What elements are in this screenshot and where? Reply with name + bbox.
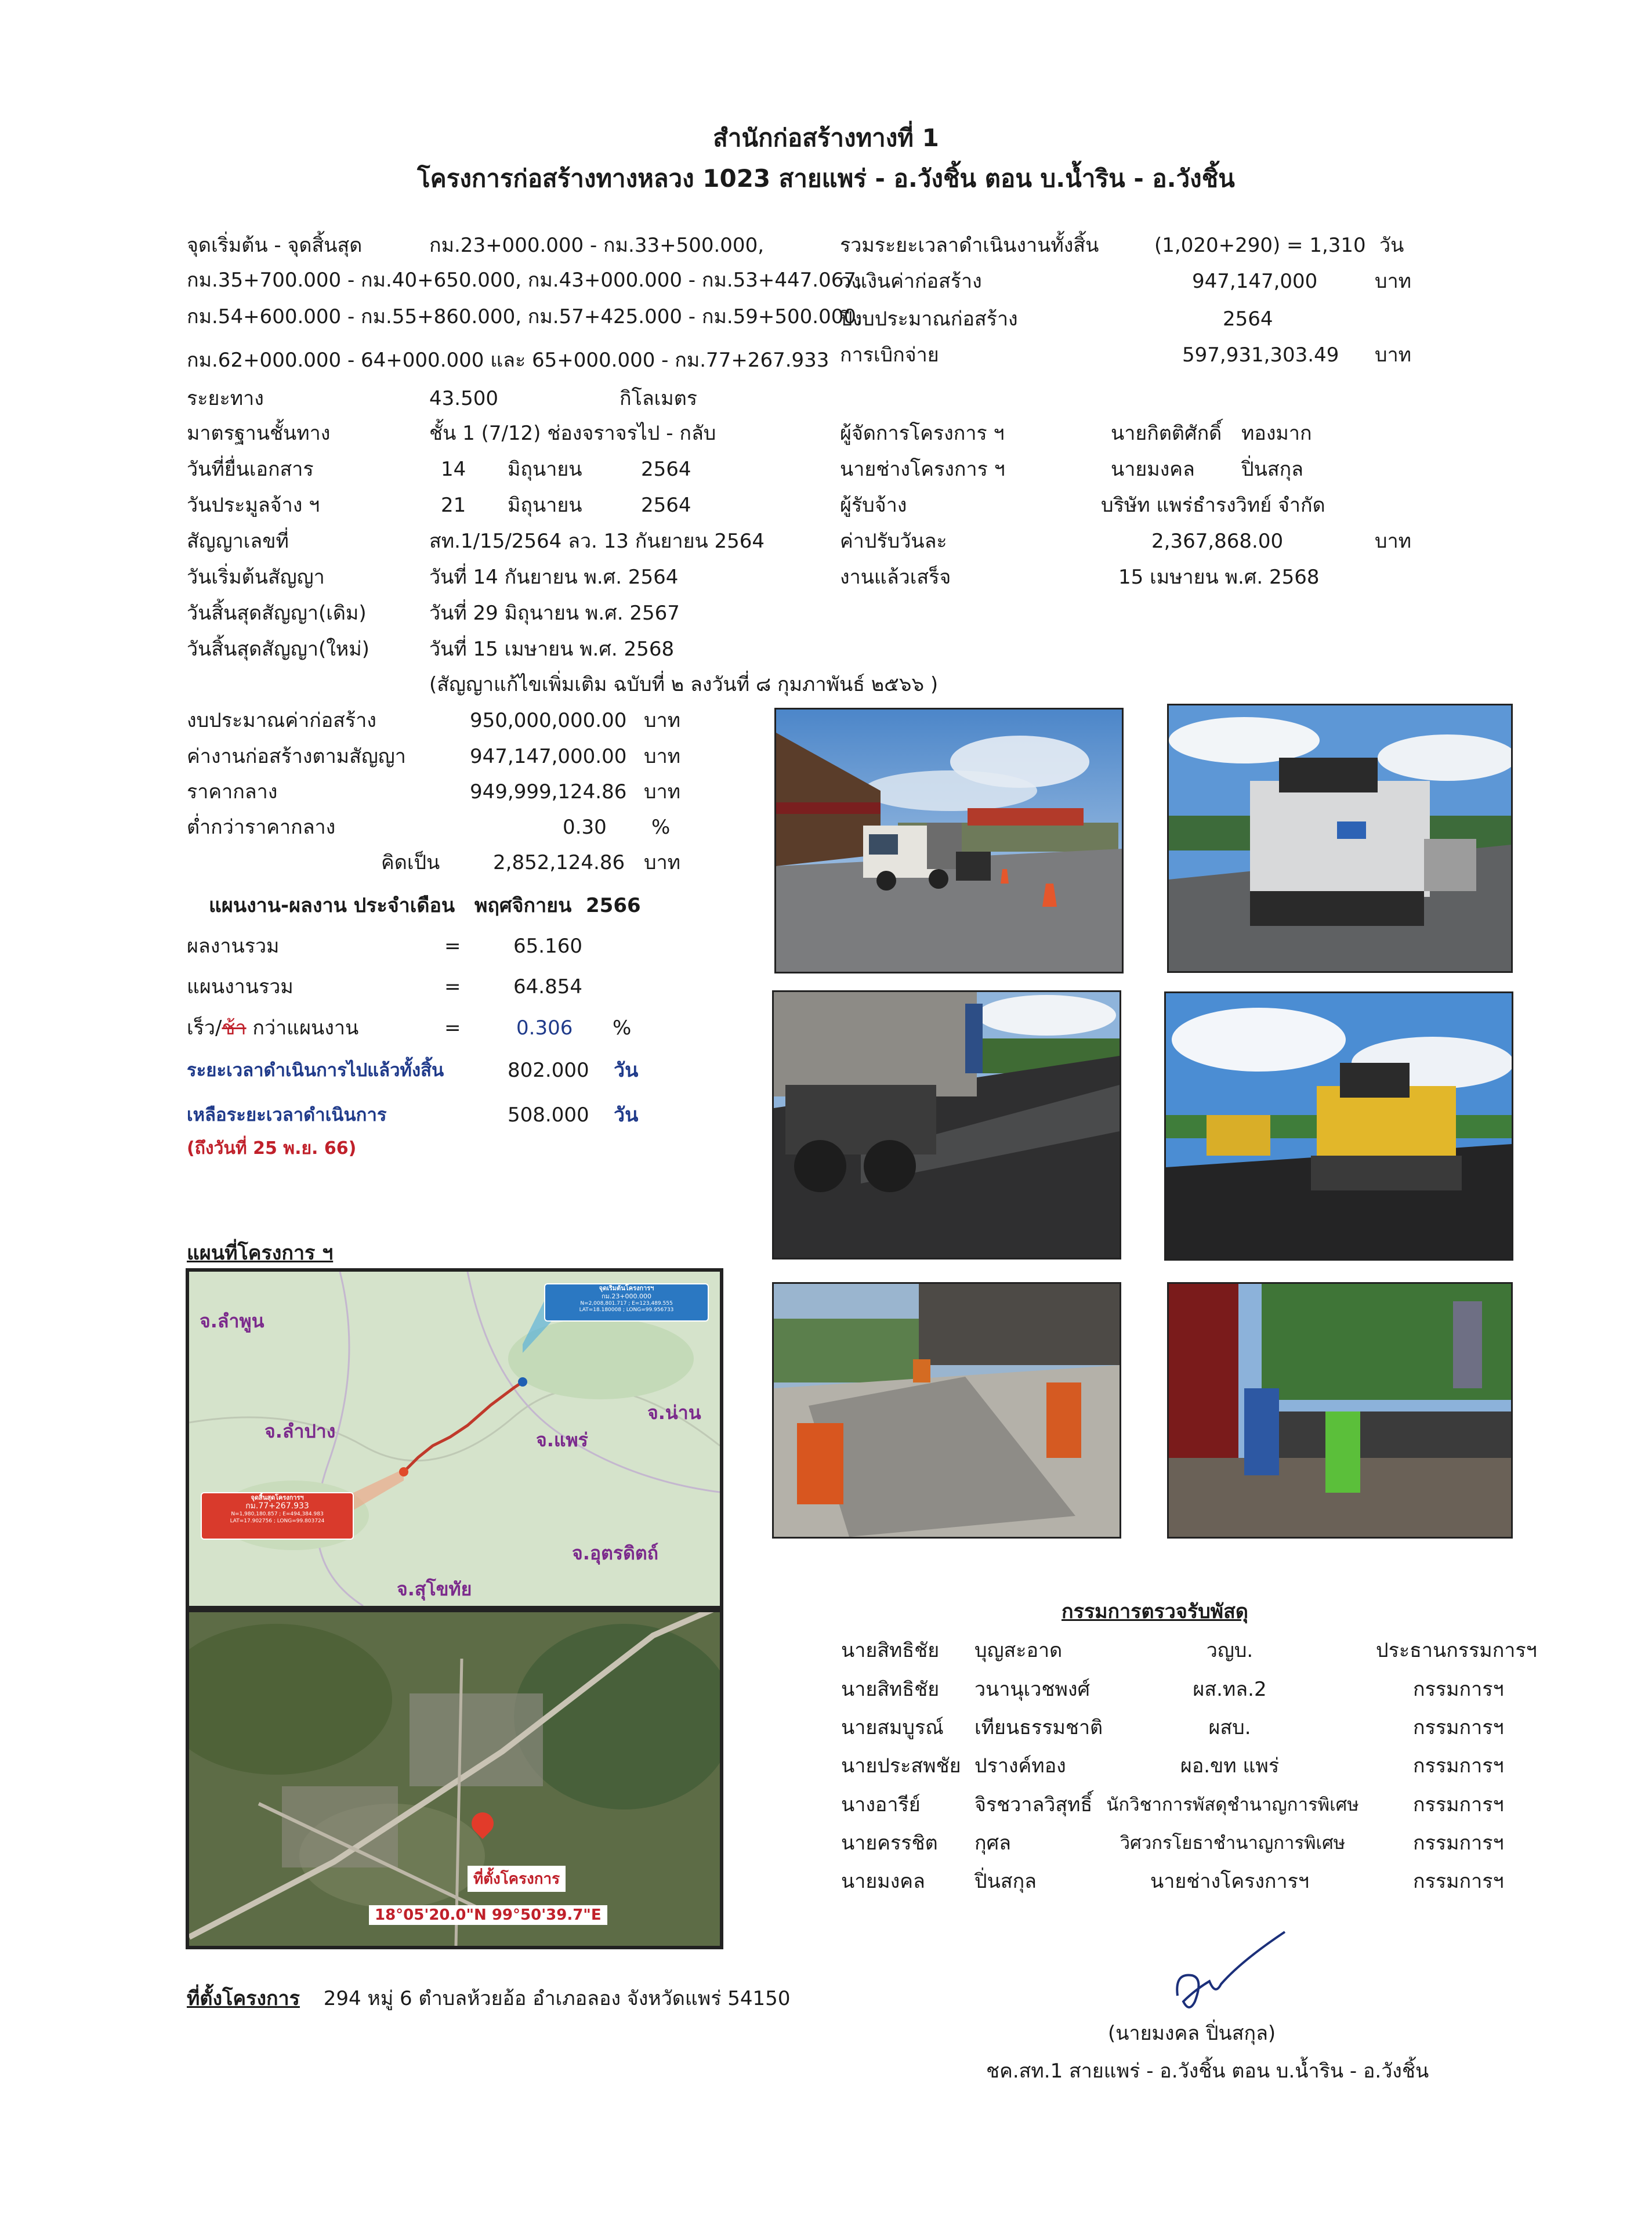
member-surname: ปรางค์ทอง [974, 1754, 1066, 1778]
budget-unit: บาท [1375, 270, 1412, 293]
remain-label: เหลือระยะเวลาดำเนินการ [187, 1105, 387, 1125]
done-label: งานแล้วเสร็จ [840, 566, 951, 589]
end-old-value: วันที่ 29 มิถุนายน พ.ศ. 2567 [429, 602, 680, 625]
contractor-value: บริษัท แพร่ธำรงวิทย์ จำกัด [1101, 494, 1325, 517]
submit-label: วันที่ยื่นเอกสาร [187, 458, 314, 481]
end-new-label: วันสิ้นสุดสัญญา(ใหม่) [187, 638, 369, 661]
contractor-label: ผู้รับจ้าง [840, 494, 907, 517]
disburse-value: 597,931,303.49 [1182, 343, 1339, 367]
cost-label: ราคากลาง [187, 780, 278, 804]
bid-label: วันประมูลจ้าง ฯ [187, 494, 320, 517]
vs-plan-label: กว่าแผนงาน [246, 1016, 359, 1040]
member-position: วญบ. [1206, 1639, 1254, 1662]
engineer-surname: ปิ่นสกุล [1241, 458, 1303, 481]
budget-label: วงเงินค่าก่อสร้าง [840, 270, 982, 293]
disburse-label: การเบิกจ่าย [840, 343, 939, 367]
fiscal-value: 2564 [1223, 307, 1273, 331]
total-time-unit: วัน [1379, 234, 1404, 257]
submit-year: 2564 [641, 458, 691, 481]
member-position: ผส.ทล.2 [1193, 1678, 1267, 1701]
map-label-lampang: จ.ลำปาง [265, 1420, 336, 1442]
member-role: กรรมการฯ [1413, 1793, 1504, 1816]
start-point-box [544, 1283, 709, 1322]
member-role: กรรมการฯ [1413, 1870, 1504, 1893]
end-point-line1: N=1,980,180.857 ; E=494,384.983 [231, 1511, 324, 1517]
km-line-1: กม.23+000.000 - กม.33+500.000, [429, 234, 765, 257]
fast-label: เร็ว/ [187, 1016, 222, 1040]
construction-photo-1 [776, 710, 1122, 972]
signer-name: (นายมงคล ปิ่นสกุล) [1108, 2022, 1276, 2045]
end-new-value: วันที่ 15 เมษายน พ.ศ. 2568 [429, 638, 675, 661]
member-role: ประธานกรรมการฯ [1376, 1639, 1537, 1662]
progress-title: แผนงาน-ผลงาน ประจำเดือน [209, 894, 455, 917]
member-name: นางอารีย์ [841, 1793, 921, 1816]
construction-photo-4 [1166, 993, 1512, 1259]
start-label: วันเริ่มต้นสัญญา [187, 566, 325, 589]
slow-label-struck: ช้า [222, 1016, 247, 1040]
construction-photo-5 [774, 1284, 1120, 1537]
satellite-map-graphic [189, 1612, 720, 1946]
member-role: กรรมการฯ [1413, 1716, 1504, 1739]
fine-unit: บาท [1375, 530, 1412, 553]
member-surname: เทียนธรรมชาติ [974, 1716, 1103, 1739]
progress-eq: = [444, 975, 461, 998]
region-map[interactable] [186, 1268, 723, 1609]
fast-eq: = [444, 1016, 461, 1040]
progress-value: 65.160 [513, 935, 582, 958]
elapsed-unit: วัน [614, 1059, 639, 1082]
fine-value: 2,367,868.00 [1151, 530, 1284, 553]
bid-month: มิถุนายน [508, 494, 582, 517]
fiscal-label: ปีงบประมาณก่อสร้าง [840, 307, 1018, 331]
budget-value: 947,147,000 [1192, 270, 1318, 293]
end-point-km: กม.77+267.933 [245, 1501, 309, 1511]
as-of-date: (ถึงวันที่ 25 พ.ย. 66) [187, 1138, 357, 1159]
site-coordinates: 18°05'20.0"N 99°50'39.7"E [369, 1905, 607, 1925]
remain-value: 508.000 [508, 1103, 589, 1127]
start-point-title: จุดเริ่มต้นโครงการฯ [599, 1284, 654, 1292]
cost-value: 947,147,000.00 [470, 745, 627, 768]
elapsed-value: 802.000 [508, 1059, 589, 1082]
satellite-map[interactable] [186, 1609, 723, 1949]
standard-label: มาตรฐานชั้นทาง [187, 422, 331, 445]
photo-milling-machine [1167, 704, 1513, 973]
bid-day: 21 [441, 494, 466, 517]
submit-day: 14 [441, 458, 466, 481]
member-name: นายมงคล [841, 1870, 925, 1893]
member-position: วิศวกรโยธาชำนาญการพิเศษ [1120, 1833, 1346, 1854]
end-point-title: จุดสิ้นสุดโครงการฯ [251, 1494, 304, 1501]
member-position: ผอ.ขท แพร่ [1180, 1754, 1280, 1778]
km-line-4: กม.62+000.000 - 64+000.000 และ 65+000.000 - กม.77+267.933 [187, 349, 829, 372]
fine-label: ค่าปรับวันละ [840, 530, 947, 553]
submit-month: มิถุนายน [508, 458, 582, 481]
bid-year: 2564 [641, 494, 691, 517]
cost-value: 2,852,124.86 [493, 851, 625, 874]
cost-label: งบประมาณค่าก่อสร้าง [187, 709, 376, 732]
photo-formwork-workers [1167, 1282, 1513, 1539]
cost-value: 949,999,124.86 [470, 780, 627, 804]
start-point-line2: LAT=18.180008 ; LONG=99.956733 [579, 1307, 674, 1313]
member-surname: จิรชวาลวิสุทธิ์ [974, 1793, 1093, 1816]
start-point-line1: N=2,008,801.717 ; E=123,489.555 [580, 1301, 673, 1306]
site-label: ที่ตั้งโครงการ [468, 1866, 566, 1892]
elapsed-label: ระยะเวลาดำเนินการไปแล้วทั้งสิ้น [187, 1060, 444, 1081]
cost-unit: บาท [644, 780, 681, 804]
end-old-label: วันสิ้นสุดสัญญา(เดิม) [187, 602, 367, 625]
map-label-sukhothai: จ.สุโขทัย [397, 1578, 472, 1600]
member-surname: วนานุเวชพงศ์ [974, 1678, 1091, 1701]
disburse-unit: บาท [1375, 343, 1412, 367]
photo-concrete-paving [772, 1282, 1121, 1539]
remain-unit: วัน [614, 1103, 639, 1127]
km-line-3: กม.54+600.000 - กม.55+860.000, กม.57+425.000 - กม.59+500.000, [187, 305, 863, 328]
member-name: นายสมบูรณ์ [841, 1716, 944, 1739]
engineer-label: นายช่างโครงการ ฯ [840, 458, 1005, 481]
manager-label: ผู้จัดการโครงการ ฯ [840, 422, 1005, 445]
km-line-2: กม.35+700.000 - กม.40+650.000, กม.43+000.000 - กม.53+447.067, [187, 269, 863, 292]
member-role: กรรมการฯ [1413, 1678, 1504, 1701]
total-time-value: (1,020+290) = 1,310 [1154, 234, 1366, 257]
end-point-line2: LAT=17.902756 ; LONG=99.803724 [230, 1518, 325, 1524]
done-value: 15 เมษายน พ.ศ. 2568 [1118, 566, 1320, 589]
map-label-uttaradit: จ.อุตรดิตถ์ [572, 1542, 659, 1564]
member-name: นายครรชิต [841, 1832, 938, 1855]
cost-label: ต่ำกว่าราคากลาง [187, 816, 336, 839]
committee-title: กรรมการตรวจรับพัสดุ [1062, 1600, 1248, 1623]
progress-year: 2566 [586, 894, 641, 917]
photo-road-milling-town [774, 708, 1124, 973]
contract-label: สัญญาเลขที่ [187, 530, 289, 553]
office-title: สำนักก่อสร้างทางที่ 1 [713, 124, 939, 152]
member-surname: กุศล [974, 1832, 1012, 1855]
member-position: นักวิชาการพัสดุชำนาญการพิเศษ [1106, 1794, 1359, 1815]
construction-photo-6 [1169, 1284, 1511, 1537]
contract-value: สท.1/15/2564 ลว. 13 กันยายน 2564 [429, 530, 765, 553]
cost-unit: % [651, 816, 671, 839]
member-position: นายช่างโครงการฯ [1150, 1870, 1309, 1893]
map-title: แผนที่โครงการ ฯ [187, 1242, 334, 1265]
photo-asphalt-sprayer [772, 990, 1121, 1259]
map-label-nan: จ.น่าน [647, 1402, 701, 1424]
member-position: ผสบ. [1208, 1716, 1251, 1739]
member-surname: ปิ่นสกุล [974, 1870, 1037, 1893]
signature-mark [1160, 1926, 1294, 2025]
map-label-lamphun: จ.ลำพูน [200, 1310, 265, 1332]
member-role: กรรมการฯ [1413, 1832, 1504, 1855]
total-time-label: รวมระยะเวลาดำเนินงานทั้งสิ้น [840, 234, 1099, 257]
standard-value: ชั้น 1 (7/12) ช่องจราจรไป - กลับ [429, 422, 716, 445]
fast-unit: % [613, 1016, 632, 1040]
photo-road-roller [1164, 991, 1513, 1261]
fast-slow-label [187, 1016, 358, 1040]
progress-label: แผนงานรวม [187, 975, 294, 998]
amendment-note: (สัญญาแก้ไขเพิ่มเติม ฉบับที่ ๒ ลงวันที่ ๘ กุมภาพันธ์ ๒๕๖๖ ) [429, 673, 939, 696]
project-location [187, 1987, 790, 2010]
member-name: นายสิทธิชัย [841, 1639, 940, 1662]
progress-month: พฤศจิกายน [474, 894, 572, 917]
cost-label: คิดเป็น [381, 851, 440, 874]
location-label: ที่ตั้งโครงการ [187, 1987, 300, 2010]
map-label-phrae: จ.แพร่ [536, 1429, 588, 1451]
distance-unit: กิโลเมตร [620, 387, 698, 410]
manager-name: นายกิตติศักดิ์ [1111, 422, 1222, 445]
member-surname: บุญสะอาด [974, 1639, 1063, 1662]
project-title: โครงการก่อสร้างทางหลวง 1023 สายแพร่ - อ.วังชิ้น ตอน บ.น้ำริน - อ.วังชิ้น [417, 164, 1235, 193]
start-value: วันที่ 14 กันยายน พ.ศ. 2564 [429, 566, 679, 589]
progress-label: ผลงานรวม [187, 935, 280, 958]
end-point-box [201, 1492, 354, 1540]
cost-value: 950,000,000.00 [470, 709, 627, 732]
construction-photo-3 [774, 992, 1120, 1258]
cost-label: ค่างานก่อสร้างตามสัญญา [187, 745, 406, 768]
member-name: นายประสพชัย [841, 1754, 961, 1778]
location-value: 294 หมู่ 6 ตำบลห้วยอ้อ อำเภอลอง จังหวัดแพร่ 54150 [323, 1987, 791, 2010]
signer-title: ชค.สท.1 สายแพร่ - อ.วังชิ้น ตอน บ.น้ำริน - อ.วังชิ้น [986, 2060, 1429, 2083]
engineer-name: นายมงคล [1111, 458, 1195, 481]
cost-value: 0.30 [563, 816, 607, 839]
start-end-label: จุดเริ่มต้น - จุดสิ้นสุด [187, 234, 363, 257]
start-point-km: กม.23+000.000 [601, 1293, 652, 1300]
construction-photo-2 [1169, 705, 1511, 971]
cost-unit: บาท [644, 745, 681, 768]
distance-label: ระยะทาง [187, 387, 264, 410]
cost-unit: บาท [644, 709, 681, 732]
manager-surname: ทองมาก [1241, 422, 1312, 445]
progress-value: 64.854 [513, 975, 582, 998]
member-role: กรรมการฯ [1413, 1754, 1504, 1778]
cost-unit: บาท [644, 851, 681, 874]
progress-eq: = [444, 935, 461, 958]
distance-value: 43.500 [429, 387, 498, 410]
member-name: นายสิทธิชัย [841, 1678, 940, 1701]
fast-value: 0.306 [516, 1016, 573, 1040]
